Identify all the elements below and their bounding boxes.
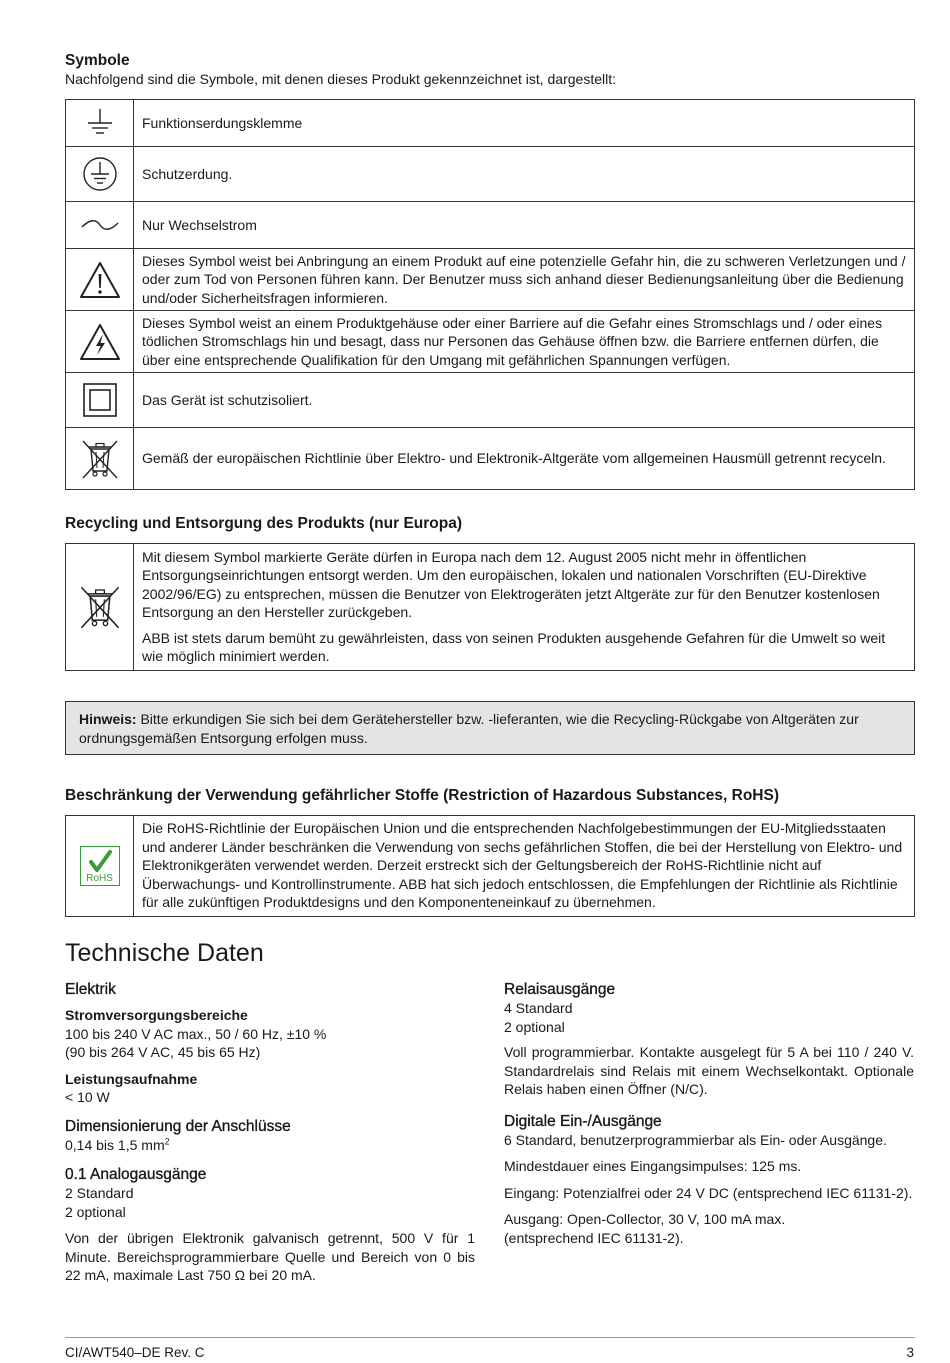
symbols-table-wrap (65, 99, 915, 490)
symbol-row (66, 373, 915, 428)
connections-value-wrap (65, 1136, 475, 1155)
warning-triangle-icon (66, 249, 134, 311)
symbol-text: Das Gerät ist schutzisoliert. (134, 373, 915, 428)
recycling-row (66, 544, 915, 671)
symbols-title: Symbole (65, 52, 130, 69)
rohs-compliance-icon (66, 816, 134, 917)
symbol-row (66, 311, 915, 373)
alternating-current-icon (66, 202, 134, 249)
rohs-text: Die RoHS-Richtlinie der Europäischen Union und die entsprechenden Nachfolgebestimmungen der EU-Mitgliedsstaaten und anderer Länder beschränken die Verwendung von sechs gefährlichen Stoffen, die bei der Herstellung von Elektro- und Elektronikgeräten verwendet werden. Derzeit erstreckt sich der Geltungsbereich der RoHS-Richtlinie nicht auf Überwachungs- und Kontrollinstrumente. ABB hat sich jedoch entschlossen, die Empfehlungen der Richtlinie als Richtlinie für alle zukünftigen Produktdesigns und den Komponenteneinkauf zu übernehmen. (134, 816, 915, 917)
rohs-icon-label: RoHS (86, 873, 113, 884)
analog-text: Von der übrigen Elektronik galvanisch getrennt, 500 V für 1 Minute. Bereichsprogrammierbare Quelle und Bereich von 0 bis 22 mA, maximale Last 750 Ω bei 20 mA. (65, 1230, 475, 1283)
analog-line-1: 2 Standard (65, 1185, 134, 1201)
digital-line-3: Eingang: Potenzialfrei oder 24 V DC (entsprechend IEC 61131-2). (504, 1184, 913, 1201)
functional-earth-icon (66, 100, 134, 147)
symbol-row (66, 202, 915, 249)
digital-line-4b: (entsprechend IEC 61131-2). (504, 1229, 684, 1246)
connections-value: 0,14 bis 1,5 mm (65, 1136, 165, 1153)
tech-title: Technische Daten (65, 939, 264, 967)
symbols-intro: Nachfolgend sind die Symbole, mit denen dieses Produkt gekennzeichnet ist, dargestellt: (65, 71, 616, 87)
electric-shock-icon (66, 311, 134, 373)
symbol-row (66, 147, 915, 202)
symbols-section (65, 51, 616, 89)
recycling-table (65, 543, 915, 671)
hint-text: Bitte erkundigen Sie sich bei dem Gerätehersteller bzw. -lieferanten, wie die Recycling-Rückgabe von Altgeräten zur ordnungsgemäßen Entsorgung erfolgen muss. (79, 711, 859, 746)
digital-line-2: Mindestdauer eines Eingangsimpulses: 125 ms. (504, 1158, 802, 1174)
analog-line-2: 2 optional (65, 1203, 126, 1220)
recycling-title: Recycling und Entsorgung des Produkts (nur Europa) (65, 515, 462, 532)
symbol-text: Dieses Symbol weist bei Anbringung an einem Produkt auf eine potenzielle Gefahr hin, die zu schweren Verletzungen und / oder zum Tod von Personen führen kann. Der Benutzer muss sich anhand dieser Bedienungsanleitung über die Bedienung und/oder Sicherheitsfragen informieren. (134, 249, 915, 311)
tech-right-column (504, 980, 914, 1247)
weee-bin-icon (66, 428, 134, 490)
power-line-2: (90 bis 264 V AC, 45 bis 65 Hz) (65, 1044, 261, 1060)
rohs-table-wrap (65, 815, 915, 917)
rohs-title: Beschränkung der Verwendung gefährlicher Stoffe (Restriction of Hazardous Substances, RoHS) (65, 787, 779, 804)
footer-rule (65, 1337, 915, 1338)
connections-title: Dimensionierung der Anschlüsse (65, 1117, 291, 1135)
analog-title: 0.1 Analogausgänge (65, 1166, 207, 1183)
connections-sup: 2 (164, 1135, 170, 1146)
consumption-label: Leistungsaufnahme (65, 1070, 198, 1087)
power-line-1: 100 bis 240 V AC max., 50 / 60 Hz, ±10 % (65, 1025, 327, 1042)
recycling-para-1: Mit diesem Symbol markierte Geräte dürfen in Europa nach dem 12. August 2005 nicht mehr in öffentlichen Entsorgungseinrichtungen entsorgt werden. Um den europäischen, lokalen und nationalen Vorschriften (EU-Direktive 2002/96/EG) zu entsprechen, müssen die Benutzer von Elektrogeräten jetzt Altgeräte zur für den Benutzer kostenlosen Entsorgung an den Hersteller zurückgeben. (142, 548, 880, 620)
weee-bin-icon (66, 544, 134, 671)
digital-title: Digitale Ein-/Ausgänge (504, 1112, 662, 1130)
consumption-value: < 10 W (65, 1089, 110, 1105)
relays-title: Relaisausgänge (504, 981, 616, 998)
relays-text: Voll programmierbar. Kontakte ausgelegt für 5 A bei 110 / 240 V. Standardrelais sind Relais mit einem Wechselkontakt. Optionale Relais haben einen Öffner (N/C). (504, 1044, 914, 1097)
symbol-row (66, 249, 915, 311)
protective-earth-icon (66, 147, 134, 202)
symbol-text: Schutzerdung. (134, 147, 915, 202)
symbol-text: Nur Wechselstrom (134, 202, 915, 249)
digital-line-1: 6 Standard, benutzerprogrammierbar als Ein- oder Ausgänge. (504, 1131, 887, 1148)
recycling-text-cell (134, 544, 915, 671)
recycling-para-2: ABB ist stets darum bemüht zu gewährleisten, dass von seinen Produkten ausgehende Gefahren für die Umwelt so weit wie möglich minimiert werden. (142, 629, 886, 664)
tech-left-column (65, 980, 475, 1285)
symbols-table (65, 99, 915, 490)
relays-line-2: 2 optional (504, 1018, 565, 1035)
hint-box (65, 701, 915, 755)
elektrik-title: Elektrik (65, 981, 116, 998)
footer-page-number: 3 (906, 1345, 914, 1360)
symbol-text: Gemäß der europäischen Richtlinie über Elektro- und Elektronik-Altgeräte vom allgemeinen Hausmüll getrennt recyceln. (134, 428, 915, 490)
symbol-row (66, 100, 915, 147)
digital-line-4a: Ausgang: Open-Collector, 30 V, 100 mA max. (504, 1211, 786, 1227)
double-insulation-icon (66, 373, 134, 428)
symbol-text: Funktionserdungsklemme (134, 100, 915, 147)
symbol-text: Dieses Symbol weist an einem Produktgehäuse oder einer Barriere auf die Gefahr eines Stromschlags und / oder eines tödlichen Stromschlags hin und besagt, dass nur Personen das Gehäuse öffnen bzw. die Barriere entfernen dürfen, die über eine entsprechende Qualifikation für den Umgang mit gefährlichen Spannungen verfügen. (134, 311, 915, 373)
power-label: Stromversorgungsbereiche (65, 1007, 248, 1023)
recycling-table-wrap (65, 543, 915, 671)
footer-doc-id: CI/AWT540–DE Rev. C (65, 1345, 205, 1360)
checkmark-icon (81, 849, 119, 875)
hint-label: Hinweis: (79, 711, 137, 727)
rohs-row (66, 816, 915, 917)
symbol-row (66, 428, 915, 490)
rohs-table (65, 815, 915, 917)
relays-line-1: 4 Standard (504, 1000, 573, 1016)
